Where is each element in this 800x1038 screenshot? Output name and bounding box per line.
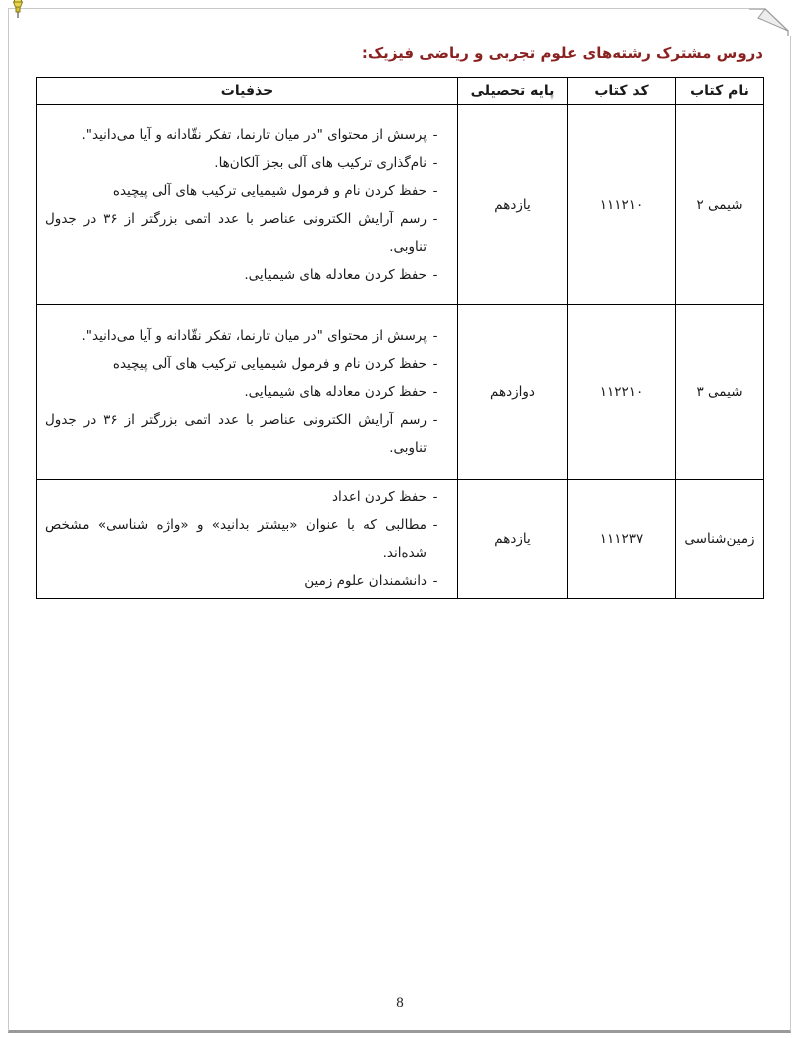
table-header [37,78,764,105]
bullet-dash: - [432,154,438,171]
bullet-dash: - [432,489,438,505]
deletion-item [45,261,443,289]
book-name: شیمی ۲ [696,196,743,213]
book-name: شیمی ۳ [696,384,743,400]
deletion-item [45,350,443,378]
deletion-item [45,567,443,595]
deletion-text: حفظ کردن اعداد [331,489,427,505]
book-name: زمین‌شناسی [684,531,755,547]
deletion-item [45,483,443,511]
book-code: ۱۱۱۲۱۰ [599,196,644,213]
table-row [37,480,764,599]
bullet-dash: - [432,328,438,344]
deletion-item [45,205,443,261]
deletions-list [45,322,443,462]
deletion-item [45,406,443,462]
bullet-dash: - [432,126,438,143]
pushpin-icon [10,0,26,24]
deletions-cell [37,105,458,305]
grade: یازدهم [494,531,531,547]
bullet-dash: - [432,182,438,199]
header-grade: پایه تحصیلی [458,78,568,105]
deletion-text: رسم آرایش الکترونی عناصر با عدد اتمی بزرگتر از ۳۶ در جدول تناوبی. [45,412,428,456]
bullet-dash: - [432,412,438,428]
page-number: 8 [396,995,404,1011]
grade: دوازدهم [490,384,535,400]
deletion-item [45,511,443,567]
deletions-cell [37,305,458,480]
book-code-cell [568,480,676,599]
bullet-dash: - [432,210,438,227]
bullet-dash: - [432,517,438,533]
table-body [37,105,764,599]
header-book-name: نام کتاب [676,78,764,105]
deletion-text: حفظ کردن معادله های شیمیایی. [244,266,427,283]
deletion-text: مطالبی که با عنوان «بیشتر بدانید» و «واژه شناسی» مشخص شده‌اند. [45,517,427,561]
deletion-text: نام‌گذاری ترکیب های آلی بجز آلکان‌ها. [214,154,427,171]
deletions-list [45,483,443,595]
grade-cell [458,305,568,480]
deletion-text: حفظ کردن معادله های شیمیایی. [244,384,427,400]
document-title: دروس مشترک رشته‌های علوم تجربی و ریاضی فیزیک: [361,44,763,62]
deletion-text: حفظ کردن نام و فرمول شیمیایی ترکیب های آلی پیچیده [112,182,427,199]
deletion-item [45,149,443,177]
table-row [37,105,764,305]
grade-cell [458,480,568,599]
header-book-code: کد کتاب [568,78,676,105]
bullet-dash: - [432,384,438,400]
deletions-list [45,121,443,289]
grade-cell [458,105,568,305]
bullet-dash: - [432,573,438,589]
deletion-item [45,378,443,406]
table-row [37,305,764,480]
deletion-text: پرسش از محتوای "در میان تارنما، تفکر نقّادانه و آیا می‌دانید". [81,126,427,143]
book-name-cell [676,105,764,305]
courses-table [36,77,764,599]
deletion-item [45,322,443,350]
book-code-cell [568,105,676,305]
book-name-cell [676,305,764,480]
table-header-row [37,78,764,105]
book-code-cell [568,305,676,480]
grade: یازدهم [494,196,531,213]
book-code: ۱۱۱۲۳۷ [599,531,644,547]
deletion-text: رسم آرایش الکترونی عناصر با عدد اتمی بزرگتر از ۳۶ در جدول تناوبی. [45,210,428,255]
deletion-text: دانشمندان علوم زمین [304,573,427,589]
deletion-text: حفظ کردن نام و فرمول شیمیایی ترکیب های آلی پیچیده [112,356,427,372]
page-corner-fold-icon [749,8,791,36]
page-corner-fold [749,8,791,36]
bullet-dash: - [432,266,438,283]
book-name-cell [676,480,764,599]
deletion-item [45,121,443,149]
deletions-cell [37,480,458,599]
deletion-text: پرسش از محتوای "در میان تارنما، تفکر نقّادانه و آیا می‌دانید". [81,328,427,344]
book-code: ۱۱۲۲۱۰ [599,384,644,400]
bullet-dash: - [432,356,438,372]
header-deletions: حذفیات [37,78,458,105]
deletion-item [45,177,443,205]
